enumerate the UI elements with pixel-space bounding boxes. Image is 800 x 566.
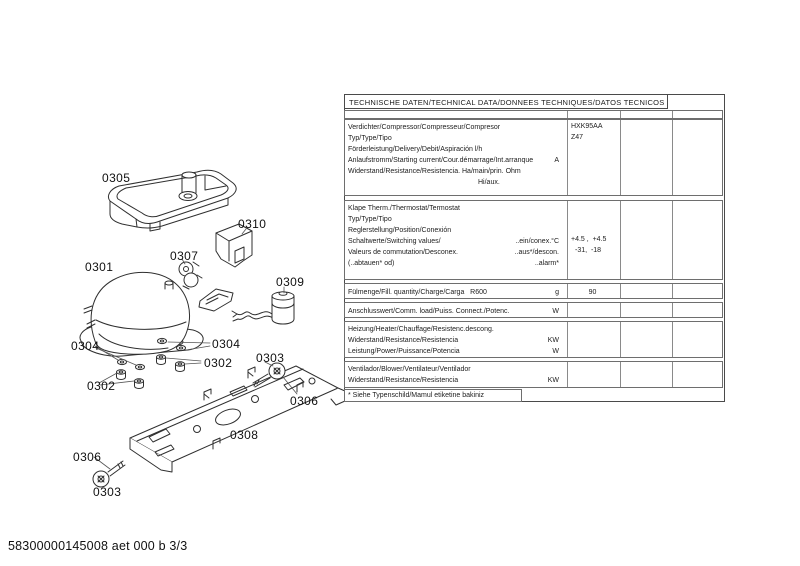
row-text: Verdichter/Compressor/Compresseur/Compresor [348,124,501,131]
row-text: (..abtauen* od) [348,260,395,267]
table-title: TECHNISCHE DATEN/TECHNICAL DATA/DONNEES TECHNIQUES/DATOS TECNICOS [344,94,668,109]
row-text: Fülmenge/Fill. quantity/Charge/Carga R600 [348,289,487,296]
row-text: Schaltwerte/Switching values/ [348,238,441,245]
connector-plate-drawing [199,289,233,311]
row-text: Förderleistung/Delivery/Debit/Aspiración l/h [348,146,483,153]
compressor-cell [345,120,567,195]
row-unit: W [552,348,559,355]
filling-cell [345,284,567,298]
part-label-0306-left: 0306 [73,450,102,464]
thermostat-switch-on-values: +4.5 , +4.5 [571,236,607,243]
compressor-type-value-2: Z47 [571,134,584,141]
part-label-0303-right: 0303 [256,351,285,365]
part-label-0301: 0301 [85,260,114,274]
table-footnote: * Siehe Typenschild/Mamul etiketine bakiniz [344,389,522,402]
row-text: Ventilador/Blower/Ventilateur/Ventilador [348,366,471,373]
part-label-0307: 0307 [170,249,199,263]
row-text: Hi/aux. [478,179,500,186]
row-unit: ..alarm* [534,260,559,267]
table-row-thermostat [344,200,723,280]
document-number: 58300000145008 aet 000 b 3/3 [8,539,188,553]
mounting-plate-0308-drawing [130,366,345,472]
table-row-heater [344,321,723,358]
table-row-connected-load [344,302,723,318]
capacitor-0309-drawing [232,292,294,324]
thermostat-cell [345,201,567,279]
row-unit: W [552,308,559,315]
technical-data-table [344,94,725,402]
part-label-0309: 0309 [276,275,305,289]
part-label-0304-right: 0304 [212,337,241,351]
grommets-0302-drawing [117,355,185,389]
row-text: Reglerstellung/Position/Conexión [348,227,452,234]
heater-cell [345,322,567,357]
row-unit: ..ein/conex.°C [515,238,559,245]
row-text: Leistung/Power/Puissance/Potencia [348,348,460,355]
connected-load-cell [345,303,567,317]
filling-quantity-value: 90 [588,289,597,296]
table-row-compressor [344,119,723,196]
bolt-0303-0306-left-drawing [93,461,125,487]
row-text: Widerstand/Resistance/Resistencia [348,377,459,384]
row-text: Typ/Type/Tipo [348,135,392,142]
row-text: Widerstand/Resistance/Resistencia. Ha/main/prin. Ohm [348,168,521,175]
row-text: Heizung/Heater/Chauffage/Resistenc.descong. [348,326,494,333]
part-label-0306-right: 0306 [290,394,319,408]
table-row-empty [344,110,723,119]
row-text: Typ/Type/Tipo [348,216,392,223]
table-row-filling [344,283,723,299]
row-unit: g [555,289,559,296]
thermostat-switch-off-values: -31, -18 [575,247,602,254]
row-unit: A [554,157,559,164]
part-label-0303-bottom: 0303 [93,485,122,499]
row-text: Widerstand/Resistance/Resistencia [348,337,459,344]
relay-0307-drawing [179,262,202,289]
row-text: Valeurs de commutation/Desconex. [348,249,458,256]
row-text: Anlaufstromm/Starting current/Cour.démarrage/Int.arranque [348,157,534,164]
row-text: Anschlusswert/Comm. load/Puiss. Connect./Potenc. [348,308,510,315]
blower-cell [345,362,567,387]
part-label-0305: 0305 [102,171,131,185]
part-label-0304-left: 0304 [71,339,100,353]
row-unit: KW [547,377,559,384]
part-label-0302-right: 0302 [204,356,233,370]
part-label-0302-left: 0302 [87,379,116,393]
row-text: Klape Therm./Thermostat/Termostat [348,205,460,212]
part-label-0308: 0308 [230,428,259,442]
row-unit: KW [547,337,559,344]
row-unit: ..aus*/descon. [514,249,559,256]
compressor-type-value: HXK95AA [571,123,603,130]
table-row-blower [344,361,723,388]
part-label-0310: 0310 [238,217,267,231]
